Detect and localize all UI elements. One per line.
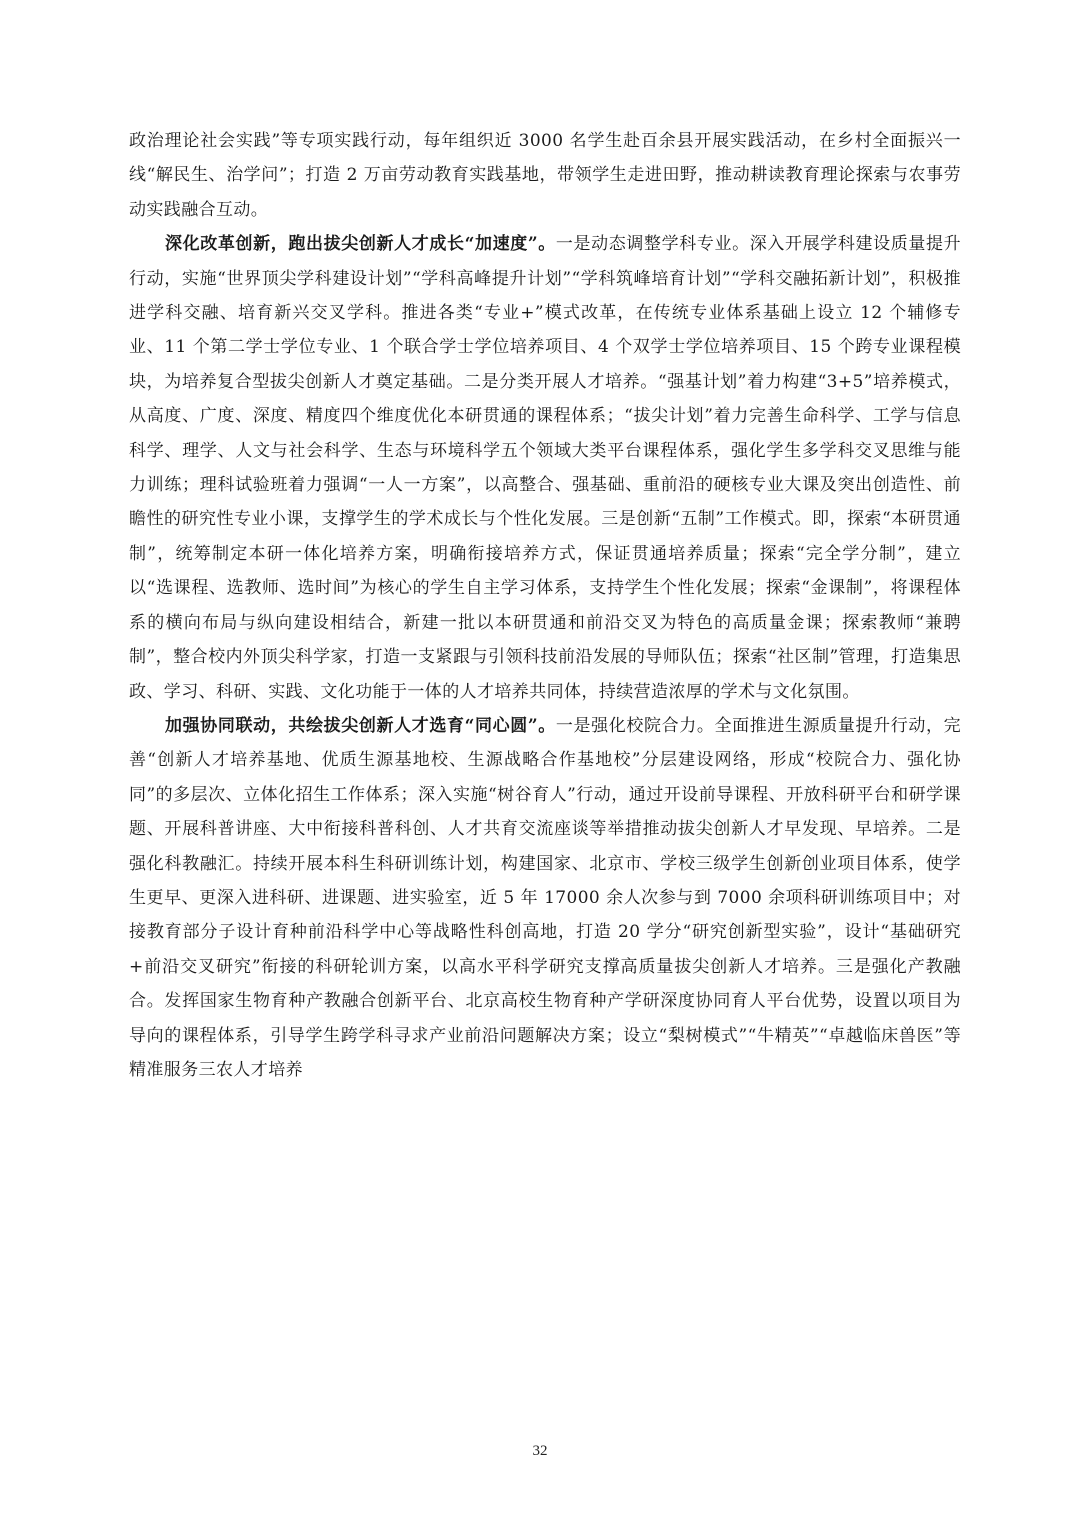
page-number: 32 [532,1443,548,1459]
paragraph-lead-heading: 加强协同联动，共绘拔尖创新人才选育“同心圆”。 [165,715,556,736]
paragraph-text: 一是动态调整学科专业。深入开展学科建设质量提升行动，实施“世界顶尖学科建设计划”“学科高峰提升计划”“学科筑峰培育计划”“学科交融拓新计划”，积极推进学科交融、培育新兴交叉学科。推进各类“专业+”模式改革，在传统专业体系基础上设立 12 个辅修专业、11 个第二学士学位专业、1 个联合学士学位培养项目、4 个双学士学位培养项目、15 个跨专业课程模块，为培养复合型拔尖创新人才奠定基础。二是分类开展人才培养。“强基计划”着力构建“3+5”培养模式，从高度、广度、深度、精度四个维度优化本研贯通的课程体系；“拔尖计划”着力完善生命科学、工学与信息科学、理学、人文与社会科学、生态与环境科学五个领域大类平台课程体系，强化学生多学科交叉思维与能力训练；理科试验班着力强调“一人一方案”，以高整合、强基础、重前沿的硬核专业大课及突出创造性、前瞻性的研究性专业小课，支撑学生的学术成长与个性化发展。三是创新“五制”工作模式。即，探索“本研贯通制”，统筹制定本研一体化培养方案，明确衔接培养方式，保证贯通培养质量；探索“完全学分制”，建立以“选课程、选教师、选时间”为核心的学生自主学习体系，支持学生个性化发展；探索“金课制”，将课程体系的横向布局与纵向建设相结合，新建一批以本研贯通和前沿交叉为特色的高质量金课；探索教师“兼聘制”，整合校内外顶尖科学家，打造一支紧跟与引领科技前沿发展的导师队伍；探索“社区制”管理，打造集思政、学习、科研、实践、文化功能于一体的人才培养共同体，持续营造浓厚的学术与文化氛围。 [129,234,961,702]
paragraph-text: 一是强化校院合力。全面推进生源质量提升行动，完善“创新人才培养基地、优质生源基地校、生源战略合作基地校”分层建设网络，形成“校院合力、强化协同”的多层次、立体化招生工作体系；深入实施“树谷育人”行动，通过开设前导课程、开放科研平台和研学课题、开展科普讲座、大中衔接科普科创、人才共育交流座谈等举措推动拔尖创新人才早发现、早培养。二是强化科教融汇。持续开展本科生科研训练计划，构建国家、北京市、学校三级学生创新创业项目体系，使学生更早、更深入进科研、进课题、进实验室，近 5 年 17000 余人次参与到 7000 余项科研训练项目中；对接教育部分子设计育种前沿科学中心等战略性科创高地，打造 20 学分“研究创新型实验”，设计“基础研究+前沿交叉研究”衔接的科研轮训方案，以高水平科学研究支撑高质量拔尖创新人才培养。三是强化产教融合。发挥国家生物育种产教融合创新平台、北京高校生物育种产学研深度协同育人平台优势，设置以项目为导向的课程体系，引导学生跨学科寻求产业前沿问题解决方案；设立“梨树模式”“牛精英”“卓越临床兽医”等精准服务三农人才培养 [129,715,961,1080]
paragraph-lead-heading: 深化改革创新，跑出拔尖创新人才成长“加速度”。 [165,234,556,255]
paragraph-reform-innovation [129,227,961,709]
paragraph-continuation [129,124,961,227]
paragraph-text: 政治理论社会实践”等专项实践行动，每年组织近 3000 名学生赴百余县开展实践活动，在乡村全面振兴一线“解民生、治学问”；打造 2 万亩劳动教育实践基地，带领学生走进田野，推动耕读教育理论探索与农事劳动实践融合互动。 [129,131,961,220]
paragraph-collaboration [129,709,961,1087]
document-body [129,124,961,1087]
